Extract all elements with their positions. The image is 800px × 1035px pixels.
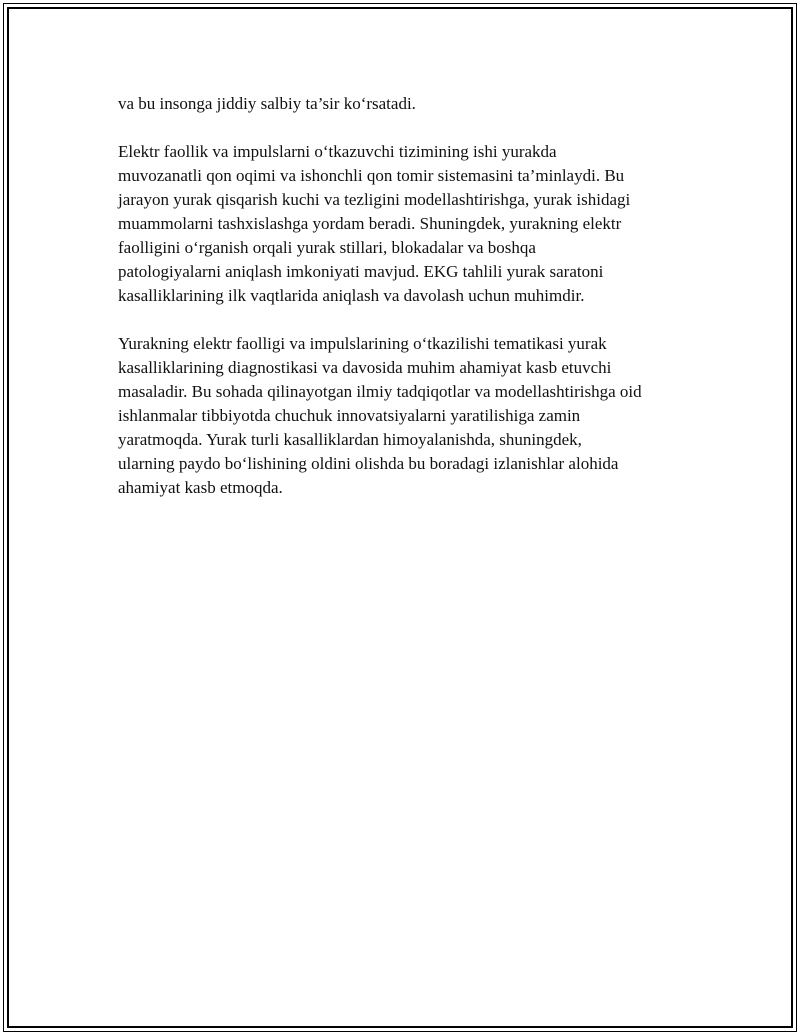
text-line: masaladir. Bu sohada qilinayotgan ilmiy tadqiqotlar va modellashtirishga oid	[118, 382, 642, 401]
text-line: jarayon yurak qisqarish kuchi va tezligini modellashtirishga, yurak ishidagi	[118, 190, 631, 209]
text-line: muammolarni tashxislashga yordam beradi. Shuningdek, yurakning elektr	[118, 214, 622, 233]
text-line: ahamiyat kasb etmoqda.	[118, 478, 283, 497]
text-line: kasalliklarining diagnostikasi va davosida muhim ahamiyat kasb etuvchi	[118, 358, 612, 377]
text-line: muvozanatli qon oqimi va ishonchli qon tomir sistemasini ta’minlaydi. Bu	[118, 166, 625, 185]
text-line: kasalliklarining ilk vaqtlarida aniqlash va davolash uchun muhimdir.	[118, 286, 585, 305]
text-line: ishlanmalar tibbiyotda chuchuk innovatsiyalarni yaratilishiga zamin	[118, 406, 581, 425]
text-line: va bu insonga jiddiy salbiy ta’sir ko‘rsatadi.	[118, 94, 416, 113]
text-line: patologiyalarni aniqlash imkoniyati mavjud. EKG tahlili yurak saratoni	[118, 262, 604, 281]
paragraph-3	[118, 332, 693, 500]
document-body	[118, 92, 693, 524]
text-line: Elektr faollik va impulslarni o‘tkazuvchi tizimining ishi yurakda	[118, 142, 557, 161]
paragraph-2	[118, 140, 693, 308]
text-line: faolligini o‘rganish orqali yurak stillari, blokadalar va boshqa	[118, 238, 536, 257]
paragraph-1	[118, 92, 693, 116]
text-line: Yurakning elektr faolligi va impulslarining o‘tkazilishi tematikasi yurak	[118, 334, 607, 353]
text-line: yaratmoqda. Yurak turli kasalliklardan himoyalanishda, shuningdek,	[118, 430, 582, 449]
text-line: ularning paydo bo‘lishining oldini olishda bu boradagi izlanishlar alohida	[118, 454, 619, 473]
